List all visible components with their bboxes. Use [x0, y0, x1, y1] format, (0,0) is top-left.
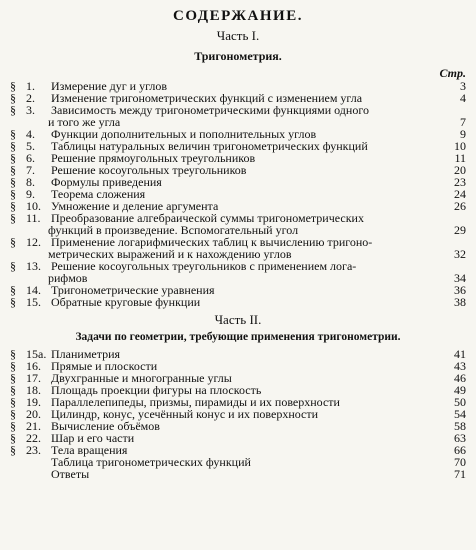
entry-page-number: 58 — [454, 419, 466, 433]
entry-text: Формулы приведения — [51, 175, 162, 189]
entry-number: 14. — [26, 283, 41, 297]
entry-page-number: 38 — [454, 295, 466, 309]
entry-number: 9. — [26, 187, 35, 201]
entry-text: Таблицы натуральных величин тригонометрических функций — [51, 139, 368, 153]
section-mark: § — [10, 283, 16, 297]
entry-number: 2. — [26, 91, 35, 105]
section-mark: § — [10, 407, 16, 421]
entry-number: 1. — [26, 79, 35, 93]
entry-page-number: 20 — [454, 163, 466, 177]
section-mark: § — [10, 175, 16, 189]
entry-page-number: 43 — [454, 359, 466, 373]
entry-text: Обратные круговые функции — [51, 295, 201, 309]
entry-number: 7. — [26, 163, 35, 177]
section-mark: § — [10, 383, 16, 397]
entry-text: Решение прямоугольных треугольников — [51, 151, 256, 165]
section-mark: § — [10, 431, 16, 445]
entry-text: Ответы — [51, 467, 90, 481]
entry-number: 12. — [26, 235, 41, 249]
entry-number: 23. — [26, 443, 41, 457]
entry-number: 15. — [26, 295, 41, 309]
section-mark: § — [10, 199, 16, 213]
entry-number: 20. — [26, 407, 41, 421]
entry-page-number: 23 — [454, 175, 466, 189]
entry-text-continued: метрических выражений и к нахождению углов — [48, 247, 292, 261]
entry-text: Решение косоугольных треугольников с применением лога- — [51, 259, 357, 273]
entry-text: Преобразование алгебраической суммы тригонометрических — [51, 211, 364, 225]
entry-page-number: 10 — [454, 139, 466, 153]
section-mark: § — [10, 103, 16, 117]
toc-entry — [10, 212, 466, 236]
entry-page-number: 32 — [454, 247, 466, 261]
entry-title — [26, 260, 442, 284]
entry-text: Параллелепипеды, призмы, пирамиды и их поверхности — [51, 395, 340, 409]
section-mark: § — [10, 347, 16, 361]
entry-number: 21. — [26, 419, 41, 433]
entry-number: 4. — [26, 127, 35, 141]
entry-page-number: 49 — [454, 383, 466, 397]
entry-page-number: 26 — [454, 199, 466, 213]
section-mark: § — [10, 163, 16, 177]
section-mark: § — [10, 395, 16, 409]
entry-text: Вычисление объёмов — [51, 419, 160, 433]
entry-text: Таблица тригонометрических функций — [51, 455, 251, 469]
section-mark: § — [10, 151, 16, 165]
entry-page-number: 36 — [454, 283, 466, 297]
section-mark: § — [10, 187, 16, 201]
entry-page-number: 24 — [454, 187, 466, 201]
entry-text-continued: функций в произведение. Вспомогательный угол — [48, 223, 299, 237]
entry-title — [26, 468, 442, 480]
entry-number: 22. — [26, 431, 41, 445]
entry-text: Шар и его части — [51, 431, 135, 445]
entry-page-number: 7 — [460, 115, 466, 129]
entry-text: Двухгранные и многогранные углы — [51, 371, 232, 385]
entry-page-number: 54 — [454, 407, 466, 421]
section-mark: § — [10, 295, 16, 309]
entry-page-number: 50 — [454, 395, 466, 409]
section-mark — [10, 456, 26, 468]
page-column-label: Стр. — [439, 66, 466, 80]
entry-page-number: 46 — [454, 371, 466, 385]
entry-text-continued: и того же угла — [48, 115, 121, 129]
section-mark: § — [10, 91, 16, 105]
section-mark — [10, 468, 26, 480]
entry-page-number: 11 — [454, 151, 466, 165]
entry-text: Зависимость между тригонометрическими функциями одного — [51, 103, 369, 117]
page-title: СОДЕРЖАНИЕ. — [173, 8, 303, 24]
entry-text: Прямые и плоскости — [51, 359, 158, 373]
section-mark: § — [10, 235, 16, 249]
section-mark: § — [10, 443, 16, 457]
entry-text: Функции дополнительных и пополнительных углов — [51, 127, 317, 141]
section-mark: § — [10, 211, 16, 225]
entry-text: Умножение и деление аргумента — [51, 199, 219, 213]
entry-page-number: 66 — [454, 443, 466, 457]
entry-title — [26, 236, 442, 260]
section-mark: § — [10, 127, 16, 141]
entry-text: Измерение дуг и углов — [51, 79, 168, 93]
entry-number: 10. — [26, 199, 41, 213]
entry-page-number: 29 — [454, 223, 466, 237]
section-mark: § — [10, 359, 16, 373]
entry-text: Тригонометрические уравнения — [51, 283, 215, 297]
entry-text: Применение логарифмических таблиц к вычислению тригоно- — [51, 235, 373, 249]
toc-entry — [10, 468, 466, 480]
entry-number: 11. — [26, 211, 41, 225]
entry-number: 19. — [26, 395, 41, 409]
entry-number: 16. — [26, 359, 41, 373]
part1-label: Часть I. — [216, 28, 260, 43]
entry-number: 15а. — [26, 347, 47, 361]
section-mark: § — [10, 371, 16, 385]
entry-text: Цилиндр, конус, усечённый конус и их поверхности — [51, 407, 319, 421]
entry-page-number: 70 — [454, 455, 466, 469]
entry-page-number: 71 — [454, 467, 466, 481]
entry-number: 18. — [26, 383, 41, 397]
toc-entry — [10, 260, 466, 284]
entry-number: 8. — [26, 175, 35, 189]
toc-entry — [10, 296, 466, 308]
section-mark: § — [10, 419, 16, 433]
entry-text: Изменение тригонометрических функций с изменением угла — [51, 91, 363, 105]
entry-page-number: 9 — [460, 127, 466, 141]
section-mark: § — [10, 79, 16, 93]
entry-text-continued: рифмов — [48, 271, 88, 285]
entry-title — [26, 212, 442, 236]
part2-toc-list — [10, 348, 466, 480]
entry-title — [26, 104, 442, 128]
entry-page-number: 4 — [460, 91, 466, 105]
entry-number: 5. — [26, 139, 35, 153]
entry-number: 3. — [26, 103, 35, 117]
entry-number: 17. — [26, 371, 41, 385]
toc-entry — [10, 236, 466, 260]
part2-subtitle: Задачи по геометрии, требующие применения тригонометрии. — [75, 331, 401, 343]
entry-text: Планиметрия — [51, 347, 121, 361]
entry-page-number: 3 — [460, 79, 466, 93]
entry-page-number: 63 — [454, 431, 466, 445]
entry-number: 6. — [26, 151, 35, 165]
section-mark: § — [10, 259, 16, 273]
entry-text: Тела вращения — [51, 443, 128, 457]
entry-text: Теорема сложения — [51, 187, 146, 201]
entry-page-number: 41 — [454, 347, 466, 361]
entry-title — [26, 296, 442, 308]
toc-entry — [10, 104, 466, 128]
entry-page-number: 34 — [454, 271, 466, 285]
entry-text: Площадь проекции фигуры на плоскость — [51, 383, 262, 397]
part1-toc-list — [10, 80, 466, 308]
part2-label: Часть II. — [214, 312, 262, 327]
section-mark: § — [10, 139, 16, 153]
entry-text: Решение косоугольных треугольников — [51, 163, 247, 177]
part1-subtitle: Тригонометрия. — [194, 49, 282, 63]
entry-number: 13. — [26, 259, 41, 273]
